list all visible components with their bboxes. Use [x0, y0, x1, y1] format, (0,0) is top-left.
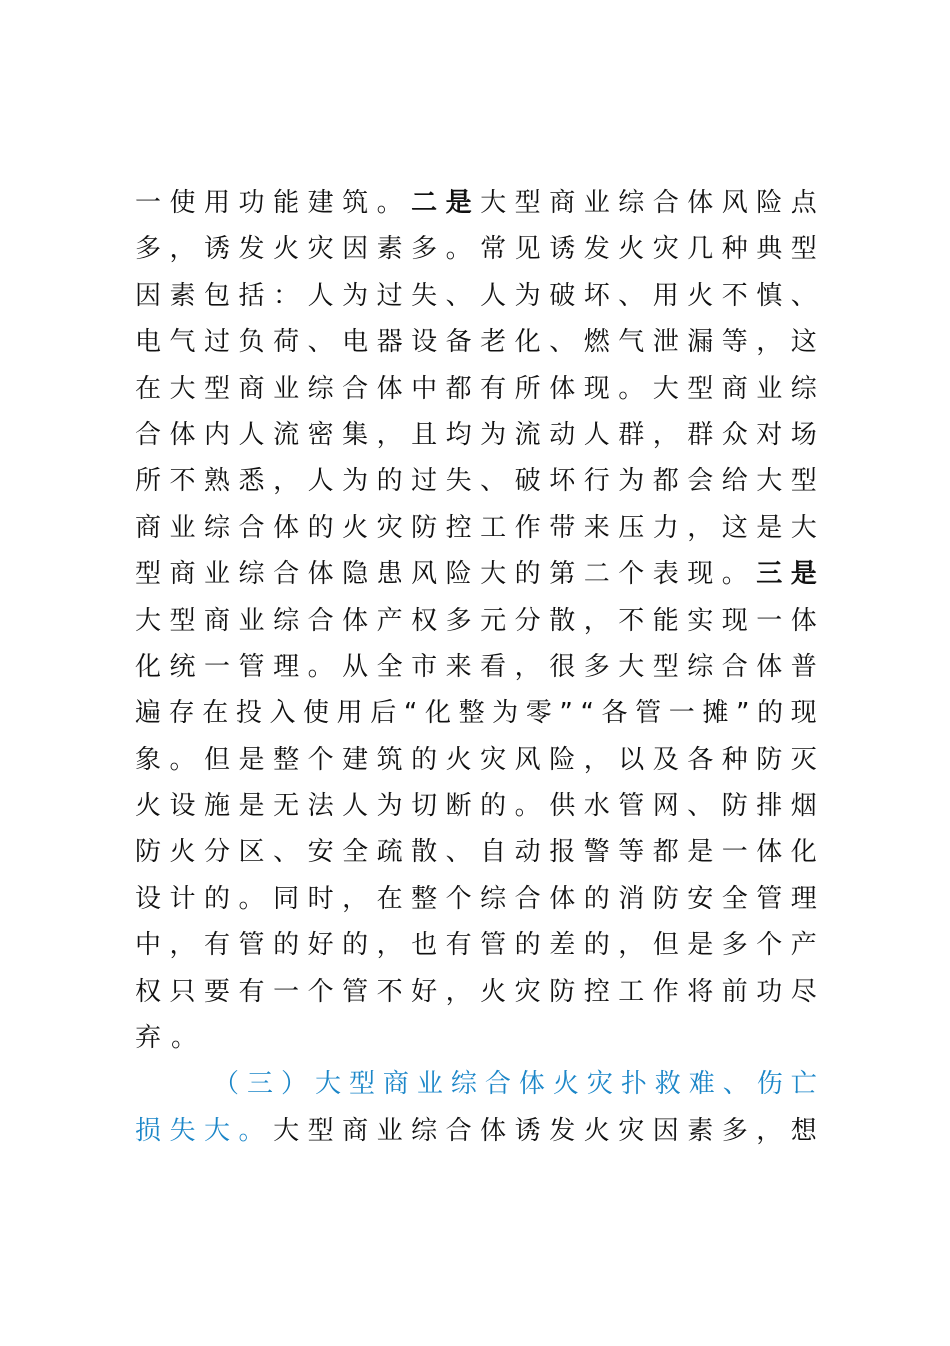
- document-page: [135, 180, 817, 1154]
- text-line: 权 只 要 有 一 个 管 不 好 ， 火 灾 防 控 工 作 将 前 功 尽: [135, 976, 817, 1007]
- text-line: 商 业 综 合 体 的 火 灾 防 控 工 作 带 来 压 力 ， 这 是 大: [135, 512, 817, 543]
- text-line: 防 火 分 区 、 安 全 疏 散 、 自 动 报 警 等 都 是 一 体 化: [135, 837, 817, 868]
- text-line: 损 失 大 。 大 型 商 业 综 合 体 诱 发 火 灾 因 素 多 ， 想: [135, 1115, 817, 1146]
- text-line: 一 使 用 功 能 建 筑 。 二 是 大 型 商 业 综 合 体 风 险 点: [135, 188, 817, 218]
- text-line: 所 不 熟 悉 ， 人 为 的 过 失 、 破 坏 行 为 都 会 给 大 型: [135, 466, 817, 497]
- text-line: 因 素 包 括 ： 人 为 过 失 、 人 为 破 坏 、 用 火 不 慎 、: [135, 280, 817, 311]
- text-line: 中 ， 有 管 的 好 的 ， 也 有 管 的 差 的 ， 但 是 多 个 产: [135, 930, 817, 961]
- text-line: 火 设 施 是 无 法 人 为 切 断 的 。 供 水 管 网 、 防 排 烟: [135, 791, 817, 822]
- text-line: （ 三 ） 大 型 商 业 综 合 体 火 灾 扑 救 难 、 伤 亡: [213, 1069, 817, 1100]
- text-line: 多 ， 诱 发 火 灾 因 素 多 。 常 见 诱 发 火 灾 几 种 典 型: [135, 234, 817, 265]
- text-line: 大 型 商 业 综 合 体 产 权 多 元 分 散 ， 不 能 实 现 一 体: [135, 605, 817, 636]
- text-line: 弃 。: [135, 1023, 198, 1054]
- text-line: 遍 存 在 投 入 使 用 后 “ 化 整 为 零 ” “ 各 管 一 摊 ” 的 现: [135, 698, 817, 729]
- text-line: 在 大 型 商 业 综 合 体 中 都 有 所 体 现 。 大 型 商 业 综: [135, 373, 817, 404]
- text-line: 化 统 一 管 理 。 从 全 市 来 看 ， 很 多 大 型 综 合 体 普: [135, 651, 817, 682]
- text-line: 型 商 业 综 合 体 隐 患 风 险 大 的 第 二 个 表 现 。 三 是: [135, 559, 817, 590]
- text-line: 合 体 内 人 流 密 集 ， 且 均 为 流 动 人 群 ， 群 众 对 场: [135, 419, 817, 450]
- text-line: 象 。 但 是 整 个 建 筑 的 火 灾 风 险 ， 以 及 各 种 防 灭: [135, 744, 817, 775]
- text-line: 设 计 的 。 同 时 ， 在 整 个 综 合 体 的 消 防 安 全 管 理: [135, 883, 817, 914]
- text-line: 电 气 过 负 荷 、 电 器 设 备 老 化 、 燃 气 泄 漏 等 ， 这: [135, 327, 817, 358]
